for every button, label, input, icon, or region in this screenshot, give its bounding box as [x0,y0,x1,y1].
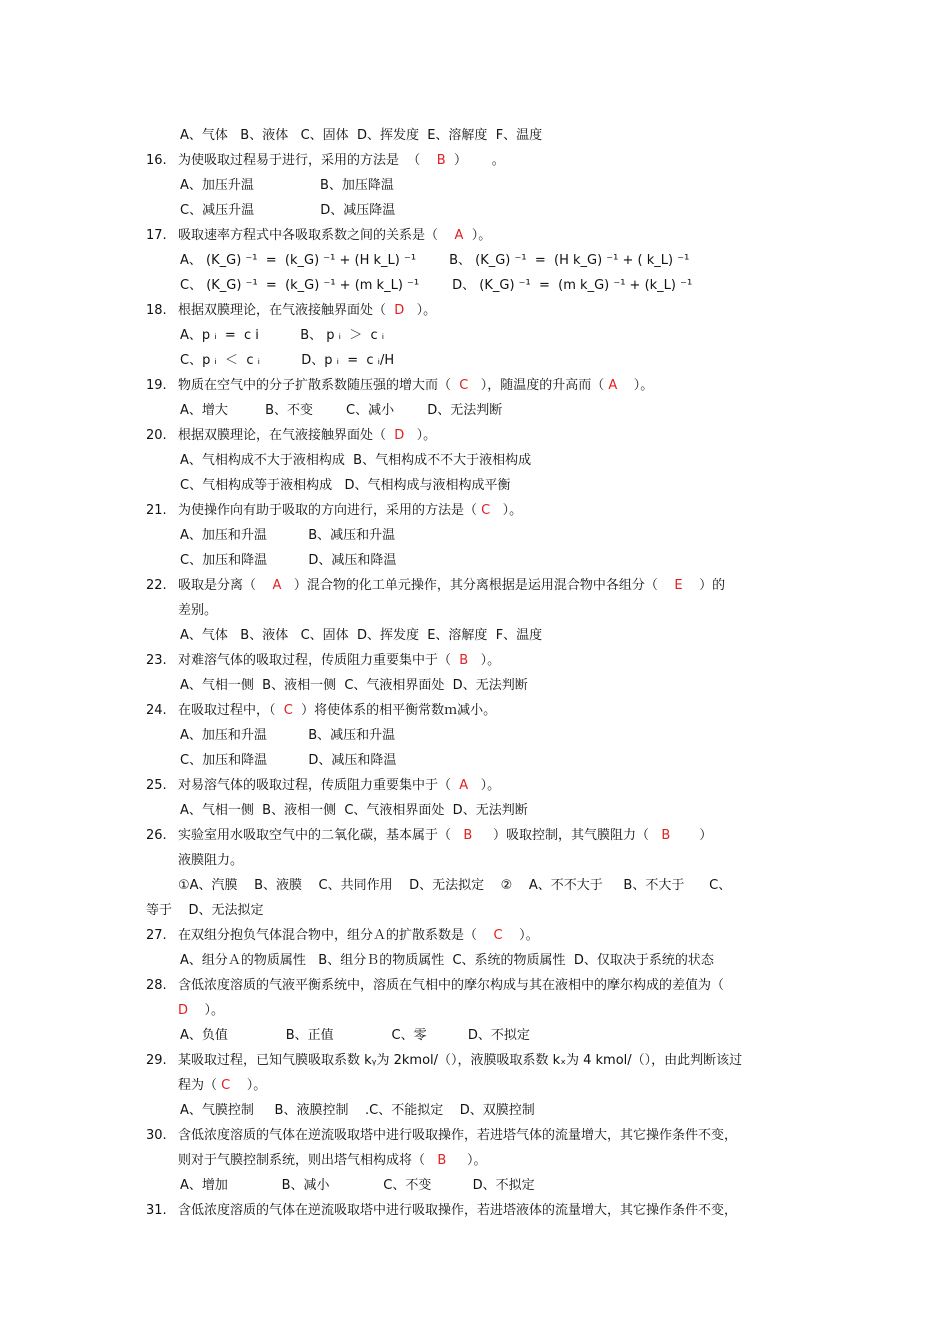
question-text-segment: 根据双膜理论，在气液接触界面处（ [178,428,395,443]
option-line: A、负值 B、正值 C、零 D、不拟定 [180,1028,530,1043]
question-text-segment: ）将使体系的相平衡常数ｍ减小。 [292,703,497,718]
answer-letter: D [394,303,405,318]
question-text: 液膜阻力。 [178,853,244,868]
question-text-segment: 为使操作向有助于吸取的方向进行，采用的方法是（ [178,503,482,518]
answer-letter: C [493,928,503,943]
question-number: 18. [146,303,167,318]
answer-letter: A [459,778,469,793]
option-line: A、加压升温 B、加压降温 [180,178,394,193]
question-number: 16. [146,153,167,168]
question-text [178,428,436,444]
question-text: 差别。 [178,603,218,618]
question-text-segment: ）。 [502,928,539,943]
question-text-segment: ）。 [468,653,501,668]
option-line: C、p ᵢ ＜ c ᵢ D、p ᵢ = c ᵢ/H [180,353,395,368]
question-text-segment: 为使吸取过程易于进行，采用的方法是 （ [178,153,437,168]
option-line: A、增大 B、不变 C、减小 D、无法判断 [180,403,503,418]
option-line: C、减压升温 D、减压降温 [180,203,396,218]
answer-letter: D [394,428,405,443]
question-text [178,828,712,844]
option-line: A、气体 B、液体 C、固体 D、挥发度 E、溶解度 F、温度 [180,128,543,143]
question-text [178,1078,266,1094]
question-text [178,1153,487,1169]
option-line: 等于 D、无法拟定 [146,903,264,918]
question-number: 19. [146,378,167,393]
answer-letter: D [178,1003,189,1018]
answer-letter: B [436,153,446,168]
answer-letter: A [608,378,618,393]
question-text-segment: ）。 [404,428,437,443]
question-text [178,228,491,244]
question-number: 28. [146,978,167,993]
option-line: A、加压和升温 B、减压和升温 [180,528,396,543]
question-number: 31. [146,1203,167,1218]
option-line: C、气相构成等于液相构成 D、气相构成与液相构成平衡 [180,478,511,493]
question-text-segment: 在吸取过程中，（ [178,703,284,718]
question-text [178,578,725,594]
question-text-segment: ）。 [463,228,492,243]
question-text-segment: ）混合物的化工单元操作，其分离根据是运用混合物中各组分（ [281,578,675,593]
question-text [178,503,522,519]
option-line: A、增加 B、减小 C、不变 D、不拟定 [180,1178,535,1193]
option-line: ①A、汽膜 B、液膜 C、共同作用 D、无法拟定 ② A、不不大于 B、不大于 C、 [178,878,732,893]
option-line: A、气体 B、液体 C、固体 D、挥发度 E、溶解度 F、温度 [180,628,543,643]
question-text-segment: ）。 [188,1003,225,1018]
question-number: 27. [146,928,167,943]
answer-letter: C [283,703,293,718]
option-line: A、组分Ａ的物质属性 B、组分Ｂ的物质属性 C、系统的物质属性 D、仅取决于系统的状态 [180,953,714,968]
question-text-segment: 在双组分抱负气体混合物中，组分Ａ的扩散系数是（ [178,928,494,943]
question-text: 含低浓度溶质的气体在逆流吸取塔中进行吸取操作，若进塔液体的流量增大，其它操作条件不变， [178,1203,738,1218]
question-number: 23. [146,653,167,668]
option-line: C、加压和降温 D、减压和降温 [180,753,397,768]
question-text-segment: 对易溶气体的吸取过程，传质阻力重要集中于（ [178,778,460,793]
option-line: A、p ᵢ = c i B、 p ᵢ ＞ c ᵢ [180,328,385,343]
question-text-segment: ）。 [230,1078,267,1093]
question-number: 29. [146,1053,167,1068]
option-line: C、加压和降温 D、减压和降温 [180,553,397,568]
question-number: 26. [146,828,167,843]
question-text-segment: ）的 [682,578,726,593]
question-number: 21. [146,503,167,518]
question-text-segment: ） 。 [445,153,505,168]
answer-letter: C [481,503,491,518]
question-text [178,703,496,719]
question-text [178,303,436,319]
question-text-segment: ）。 [617,378,654,393]
answer-letter: B [661,828,671,843]
question-text-segment: 实验室用水吸取空气中的二氧化碳，基本属于（ [178,828,464,843]
question-text-segment: 物质在空气中的分子扩散系数随压强的增大而（ [178,378,460,393]
question-text-segment: ） [670,828,713,843]
question-text-segment: 对难溶气体的吸取过程，传质阻力重要集中于（ [178,653,460,668]
question-number: 25. [146,778,167,793]
question-text-segment: 则对于气膜控制系统，则出塔气相构成将（ [178,1153,438,1168]
answer-letter: B [459,653,469,668]
option-line: A、气相一侧 B、液相一侧 C、气液相界面处 D、无法判断 [180,803,528,818]
question-text [178,1003,224,1019]
question-text: 含低浓度溶质的气体在逆流吸取塔中进行吸取操作，若进塔气体的流量增大，其它操作条件不变， [178,1128,738,1143]
question-text [178,928,539,944]
question-text-segment: ）吸取控制，其气膜阻力（ [472,828,662,843]
question-text-segment: ）。 [404,303,437,318]
answer-letter: A [272,578,282,593]
question-text-segment: ），随温度的升高而（ [468,378,609,393]
option-line: A、气膜控制 B、液膜控制 .C、不能拟定 D、双膜控制 [180,1103,535,1118]
question-number: 30. [146,1128,167,1143]
question-text-segment: 吸取是分离（ [178,578,273,593]
question-number: 20. [146,428,167,443]
option-line: A、 (K_G) ⁻¹ = (k_G) ⁻¹ + (H k_L) ⁻¹ B、 (K_G) ⁻¹ = (H k_G) ⁻¹ + ( k_L) ⁻¹ [180,253,690,268]
question-text: 某吸取过程，已知气膜吸取系数 kᵧ为 2kmol/（），液膜吸取系数 kₓ为 4 kmol/（），由此判断该过 [178,1053,743,1068]
question-number: 17. [146,228,167,243]
answer-letter: C [459,378,469,393]
option-line: C、 (K_G) ⁻¹ = (k_G) ⁻¹ + (m k_L) ⁻¹ D、 (K_G) ⁻¹ = (m k_G) ⁻¹ + (k_L) ⁻¹ [180,278,693,293]
answer-letter: B [463,828,473,843]
answer-letter: A [454,228,464,243]
answer-letter: C [221,1078,231,1093]
question-text [178,378,653,394]
question-number: 22. [146,578,167,593]
question-text-segment: ）。 [446,1153,487,1168]
question-text [178,778,500,794]
question-number: 24. [146,703,167,718]
question-text-segment: 程为（ [178,1078,222,1093]
question-text [178,653,500,669]
answer-letter: E [674,578,683,593]
question-text: 含低浓度溶质的气液平衡系统中，溶质在气相中的摩尔构成与其在液相中的摩尔构成的差值为（ [178,978,725,993]
option-line: A、加压和升温 B、减压和升温 [180,728,396,743]
option-line: A、气相构成不大于液相构成 B、气相构成不不大于液相构成 [180,453,532,468]
question-text [178,153,505,169]
question-text-segment: ）。 [490,503,523,518]
question-text-segment: ）。 [468,778,501,793]
answer-letter: B [437,1153,447,1168]
option-line: A、气相一侧 B、液相一侧 C、气液相界面处 D、无法判断 [180,678,528,693]
question-text-segment: 吸取速率方程式中各吸取系数之间的关系是（ [178,228,455,243]
question-text-segment: 根据双膜理论，在气液接触界面处（ [178,303,395,318]
